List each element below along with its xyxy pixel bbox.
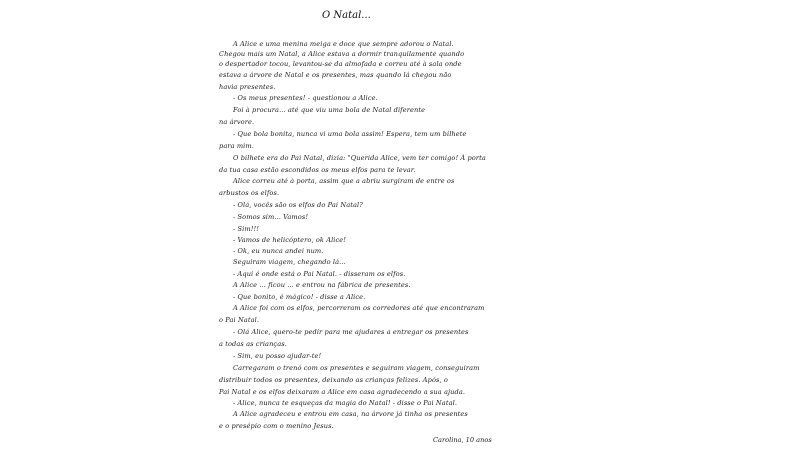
story-line: para mim. [219,142,254,150]
story-line: havia presentes. [219,83,276,91]
story-line: Seguiram viagem, chegando lá... [233,258,346,266]
story-line: - Sim!!! [233,225,259,233]
page-title: O Natal... [322,10,371,21]
story-line: A Alice e uma menina meiga e doce que sempre adorou o Natal. [233,40,454,48]
story-line: - Olá Alice, quero-te pedir para me ajudares a entregar os presentes [233,328,469,336]
story-line: o Pai Natal. [219,316,260,324]
story-line: arbustos os elfos. [219,189,280,197]
story-line: Chegou mais um Natal, a Alice estava a dormir tranquilamente quando [219,50,465,58]
story-line: A Alice ... ficou ... e entrou na fábrica de presentes. [233,281,411,289]
story-line: - Que bola bonita, nunca vi uma bola assim! Espera, tem um bilhete [233,130,467,138]
story-line: e o presépio com o menino Jesus. [219,422,334,430]
story-line: Foi à procura... até que viu uma bola de Natal diferente [233,106,426,114]
story-line: distribuir todos os presentes, deixando as crianças felizes. Após, o [219,376,448,384]
story-line: da tua casa estão escondidos os meus elfos para te levar. [219,166,416,174]
story-line: a todas as crianças. [219,340,287,348]
story-line: - Olá, vocês são os elfos do Pai Natal? [233,201,363,209]
story-line: - Sim, eu posso ajudar-te! [233,352,322,360]
story-line: Alice correu até à porta, assim que a abriu surgiram de entre os [233,177,455,185]
story-line: - Os meus presentes! - questionou a Alice. [233,94,378,102]
signature: Carolina, 10 anos [433,436,492,444]
story-line: - Aqui é onde está o Pai Natal. - disseram os elfos. [233,270,406,278]
story-line: estava a árvore de Natal e os presentes, mas quando lá chegou não [219,71,452,79]
story-line: Carregaram o trenó com os presentes e seguiram viagem, conseguiram [233,364,480,372]
story-line: A Alice foi com os elfos, percorreram os corredores até que encontraram [233,304,485,312]
story-line: O bilhete era do Pai Natal, dizia: "Querida Alice, vem ter comigo! À porta [233,154,486,162]
story-line: na árvore. [219,118,255,126]
story-line: - Vamos de helicóptero, ok Alice! [233,236,347,244]
story-line: - Somos sim... Vamos! [233,213,309,221]
story-line: o despertador tocou, levantou-se da almofada e correu até à sala onde [219,60,462,68]
story-line: - Alice, nunca te esqueças da magia do Natal! - disse o Pai Natal. [233,399,458,407]
story-line: - Ok, eu nunca andei num. [233,247,324,255]
story-line: - Que bonito, é mágico! - disse a Alice. [233,293,366,301]
story-line: A Alice agradeceu e entrou em casa, na árvore já tinha os presentes [233,410,468,418]
story-line: Pai Natal e os elfos deixaram a Alice em casa agradecendo a sua ajuda. [219,388,466,396]
